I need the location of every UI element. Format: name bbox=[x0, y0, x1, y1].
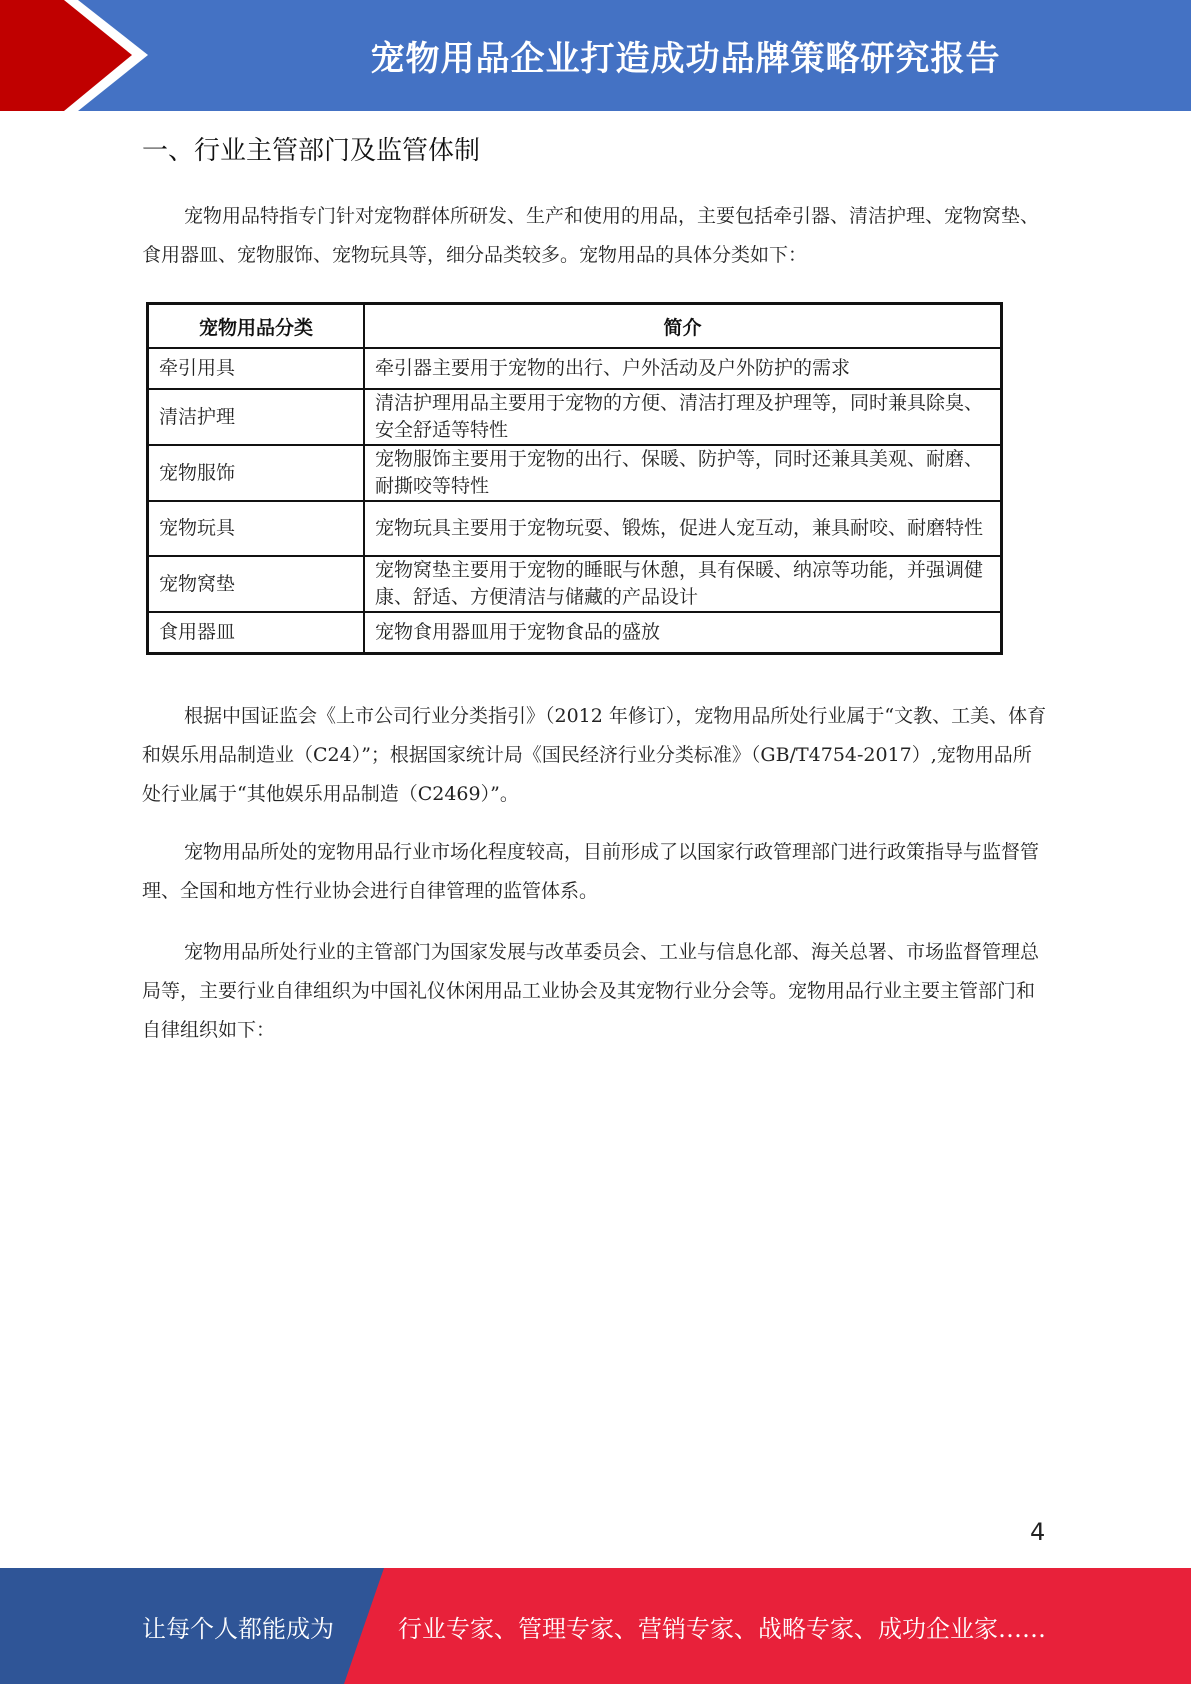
table-cell-description: 牵引器主要用于宠物的出行、户外活动及户外防护的需求 bbox=[364, 348, 1002, 389]
table-header-row bbox=[148, 304, 1002, 349]
paragraph-authorities: 宠物用品所处行业的主管部门为国家发展与改革委员会、工业与信息化部、海关总署、市场监督管理总局等，主要行业自律组织为中国礼仪休闲用品工业协会及其宠物行业分会等。宠物用品行业主要主管部门和自律组织如下： bbox=[142, 941, 1040, 1041]
footer-banner bbox=[0, 1568, 1191, 1684]
table-cell-category: 宠物服饰 bbox=[148, 445, 365, 501]
table-row bbox=[148, 556, 1002, 612]
table-cell-category: 食用器皿 bbox=[148, 612, 365, 653]
table-cell-description: 宠物服饰主要用于宠物的出行、保暖、防护等，同时还兼具美观、耐磨、耐撕咬等特性 bbox=[364, 445, 1002, 501]
paragraph-regulation: 宠物用品所处的宠物用品行业市场化程度较高，目前形成了以国家行政管理部门进行政策指导与监督管理、全国和地方性行业协会进行自律管理的监管体系。 bbox=[142, 841, 1040, 902]
table-cell-category: 宠物窝垫 bbox=[148, 556, 365, 612]
table-header-category: 宠物用品分类 bbox=[148, 304, 365, 349]
table-row bbox=[148, 348, 1002, 389]
table-cell-category: 牵引用具 bbox=[148, 348, 365, 389]
table-header-description: 简介 bbox=[364, 304, 1002, 349]
table-cell-category: 清洁护理 bbox=[148, 389, 365, 445]
page-number: 4 bbox=[1030, 1518, 1046, 1546]
footer-slogan-left: 让每个人都能成为 bbox=[142, 1614, 334, 1643]
header-banner bbox=[0, 0, 1191, 111]
table-row bbox=[148, 501, 1002, 556]
table-cell-description: 宠物玩具主要用于宠物玩耍、锻炼，促进人宠互动，兼具耐咬、耐磨特性 bbox=[364, 501, 1002, 556]
footer-slogan-right: 行业专家、管理专家、营销专家、战略专家、成功企业家…… bbox=[398, 1614, 1046, 1643]
table-cell-description: 清洁护理用品主要用于宠物的方便、清洁打理及护理等，同时兼具除臭、安全舒适等特性 bbox=[364, 389, 1002, 445]
report-title: 宠物用品企业打造成功品牌策略研究报告 bbox=[370, 39, 1001, 79]
table-row bbox=[148, 445, 1002, 501]
table-cell-description: 宠物窝垫主要用于宠物的睡眠与休憩，具有保暖、纳凉等功能，并强调健康、舒适、方便清洁与储藏的产品设计 bbox=[364, 556, 1002, 612]
table-cell-description: 宠物食用器皿用于宠物食品的盛放 bbox=[364, 612, 1002, 653]
category-table bbox=[146, 302, 1003, 655]
table-row bbox=[148, 389, 1002, 445]
paragraph-intro: 宠物用品特指专门针对宠物群体所研发、生产和使用的用品，主要包括牵引器、清洁护理、宠物窝垫、食用器皿、宠物服饰、宠物玩具等，细分品类较多。宠物用品的具体分类如下： bbox=[142, 205, 1040, 266]
section-heading: 一、行业主管部门及监管体制 bbox=[142, 136, 481, 166]
paragraph-classification: 根据中国证监会《上市公司行业分类指引》（2012 年修订），宠物用品所处行业属于“文教、工美、体育和娱乐用品制造业（C24）”；根据国家统计局《国民经济行业分类标准》（GB/T4754-2017）,宠物用品所处行业属于“其他娱乐用品制造（C2469）”。 bbox=[142, 705, 1047, 805]
table-row bbox=[148, 612, 1002, 653]
table-cell-category: 宠物玩具 bbox=[148, 501, 365, 556]
